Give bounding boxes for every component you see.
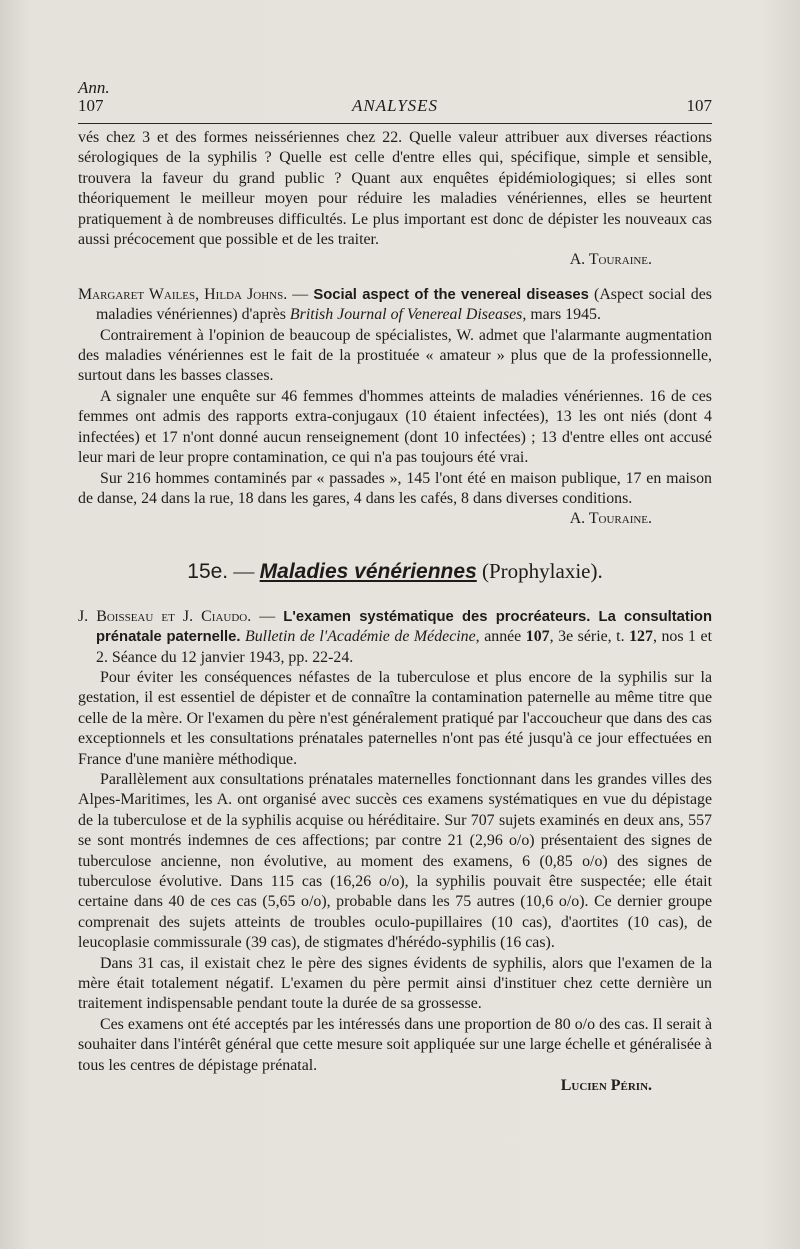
section-number: 15e. xyxy=(187,559,229,583)
section-heading xyxy=(78,558,712,585)
ref-part-c: , nos 1 et 2. Séance du 12 janvier 1943, pp. 22-24. xyxy=(96,628,713,666)
ref-tome: 127 xyxy=(629,628,653,646)
paragraph: Contrairement à l'opinion de beaucoup de spécialistes, W. admet que l'alarmante augmentation des maladies vénériennes est le fait de la prostituée « amateur » plus que de la professionnelle, surtout dans les basses classes. xyxy=(78,326,712,385)
reference-boisseau-ciaudo xyxy=(78,607,712,668)
continued-paragraph: vés chez 3 et des formes neissériennes chez 22. Quelle valeur attribuer aux diverses réactions sérologiques de la syphilis ? Quelle est celle d'entre elles qui, spécifique, simple et sensible, trouvera la faveur du grand public ? Quant aux enquêtes épidémiologiques; si elles sont théoriquement le meilleur moyen pour réduire les maladies vénériennes, elles se heurtent pratiquement à de nombreuses difficultés. Le plus important est donc de dépister les nouveaux cas aussi précocement que possible et de les traiter. xyxy=(78,129,712,249)
running-header xyxy=(78,78,712,116)
signature-touraine-1: A. Touraine. xyxy=(569,251,652,269)
signature-touraine-2: A. Touraine. xyxy=(569,510,652,528)
ref-journal: Bulletin de l'Académie de Médecine, xyxy=(240,628,480,646)
ref-year: 107 xyxy=(525,628,550,646)
section-title: Maladies vénériennes xyxy=(259,559,477,583)
ref-authors: J. Boisseau et J. Ciaudo. xyxy=(78,607,252,625)
page-number-right: 107 xyxy=(686,96,712,115)
ref-part-b: , 3e série, t. xyxy=(549,628,630,646)
paragraph: Sur 216 hommes contaminés par « passades », 145 l'ont été en maison publique, 17 en maison de danse, 24 dans la rue, 18 dans les gares, 4 dans les cafés, 8 dans diverses conditions. xyxy=(78,469,712,507)
signature-perin: Lucien Périn. xyxy=(560,1077,652,1095)
ref-date: mars 1945. xyxy=(526,306,601,324)
ref-journal: British Journal of Venereal Diseases, xyxy=(289,306,527,324)
paragraph: Pour éviter les conséquences néfastes de la tuberculose et plus encore de la syphilis sur la gestation, il est essentiel de dépister et de connaître la contamination paternelle au même titre que celle de la mère. Or l'examen du père n'est généralement pratiqué par l'accoucheur que dans des cas exceptionnels et les consultations prénatales paternelles n'ont pas été jusqu'à ce jour effectuées en France d'une manière méthodique. xyxy=(78,668,712,768)
paragraph: A signaler une enquête sur 46 femmes d'hommes atteints de maladies vénériennes. 16 de ces femmes ont admis des rapports extra-conjugaux (10 étaient infectées), 13 les ont niés (dont 4 infectées) et 17 n'ont donné aucun renseignement (dont 10 infectées) ; 13 d'entre elles ont accusé leur mari de leur propre contamination, ce qui n'a pas toujours été vrai. xyxy=(78,387,712,467)
ref-after-title: (Aspect social des maladies vénériennes) d'après xyxy=(96,285,712,324)
ref-authors: Margaret Wailes, Hilda Johns. xyxy=(78,285,288,303)
ref-title: Social aspect of the venereal diseases xyxy=(313,286,589,303)
ref-dash: — xyxy=(251,607,284,625)
page-body xyxy=(78,128,712,1096)
ref-dash: — xyxy=(287,285,314,303)
header-rule xyxy=(78,123,712,124)
ref-part-a: année xyxy=(479,628,526,646)
journal-section-title: ANALYSES xyxy=(351,96,439,115)
section-dash: — xyxy=(228,558,260,583)
annotation-ann: Ann. xyxy=(78,78,110,97)
section-subtitle: (Prophylaxie). xyxy=(476,558,603,583)
ref-title: L'examen systématique des procréateurs. La consultation prénatale paternelle. xyxy=(96,608,713,646)
paragraph: Dans 31 cas, il existait chez le père des signes évidents de syphilis, alors que l'examen de la mère était totalement négatif. L'examen du père permit ainsi d'instituer chez cette dernière un traitement indispensable pendant toute la durée de sa grossesse. xyxy=(78,954,712,1013)
reference-wailes-johns xyxy=(78,285,712,326)
paragraph: Ces examens ont été acceptés par les intéressés dans une proportion de 80 o/o des cas. Il serait à souhaiter dans l'intérêt général que cette mesure soit appliquée sur une large échelle et généralisée à tous les centres de dépistage prénatal. xyxy=(78,1015,712,1074)
header-row xyxy=(78,96,712,116)
paragraph: Parallèlement aux consultations prénatales maternelles fonctionnant dans les grandes villes des Alpes-Maritimes, les A. ont organisé avec succès ces examens systématiques en vue du dépistage de la tuberculose et de la syphilis acquise ou héréditaire. Sur 707 sujets examinés en deux ans, 557 se sont montrés indemnes de ces affections; par contre 21 (2,96 o/o) présentaient des signes de tuberculose ancienne, non évolutive, au moment des examens, 6 (0,85 o/o) des signes de tuberculose évolutive. Dans 115 cas (16,26 o/o), la syphilis pouvait être suspectée; elle était certaine dans 40 de ces cas (5,65 o/o), probable dans les 75 autres (10,6 o/o). Ce dernier groupe comprenait des sujets atteints de troubles oculo-pupillaires (10 cas), d'aortites (10 cas), de leucoplasie commissurale (39 cas), de stigmates d'hérédo-syphilis (16 cas). xyxy=(78,770,712,952)
page-number-left: 107 xyxy=(78,96,104,115)
